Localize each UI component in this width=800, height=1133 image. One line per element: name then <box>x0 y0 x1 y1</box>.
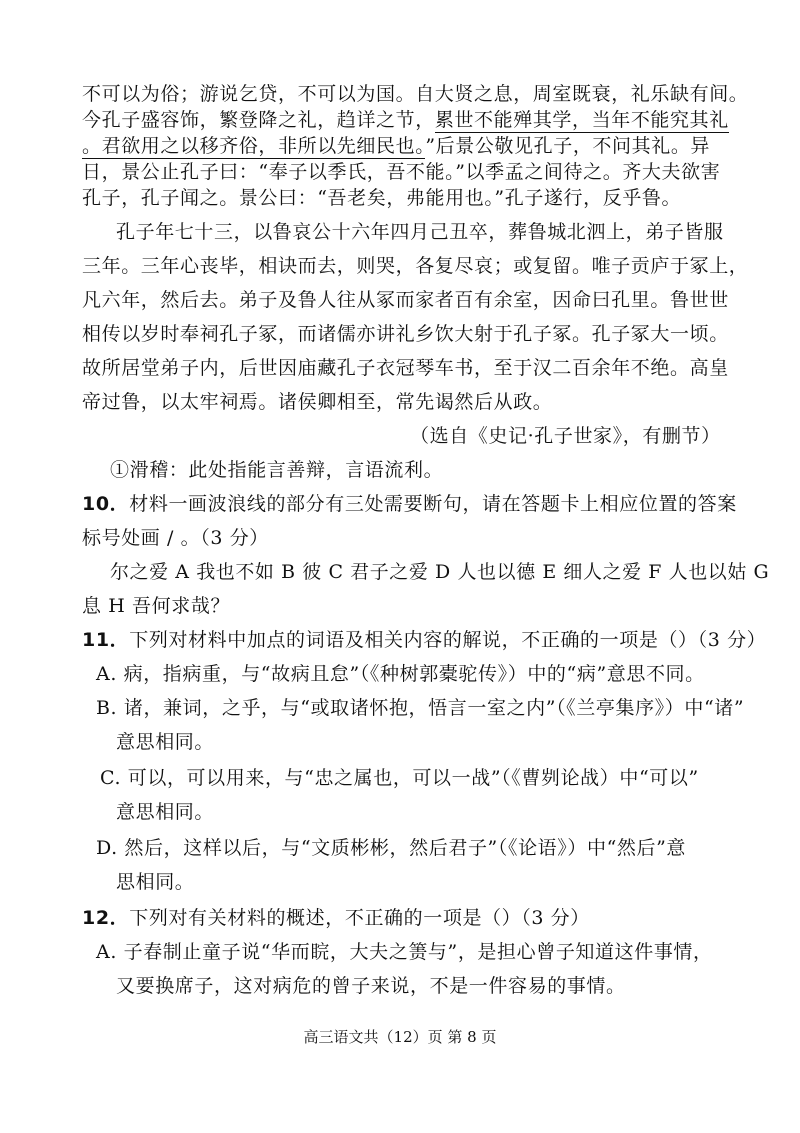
passage-line-5: 孔子，孔子闻之。景公曰：“吾老矣，弗能用也。”孔子遂行，反乎鲁。 <box>82 187 682 209</box>
passage-line-4: 日，景公止孔子曰：“奉子以季氏，吾不能。”以季孟之间待之。齐大夫欲害 <box>82 161 721 183</box>
wavy-underline-segment-1: 累世不能殚其学，当年不能究其礼 <box>434 109 729 131</box>
q12-line-1 <box>82 906 590 930</box>
page-footer: 高三语文共（12）页 第 8 页 <box>303 1028 497 1046</box>
q11-option-a: A. 病，指病重，与“故病且怠”（《种树郭橐驼传》）中的“病”意思不同。 <box>96 663 705 685</box>
q10-number: 10． <box>82 493 130 515</box>
passage-line-6: 孔子年七十三，以鲁哀公十六年四月己丑卒，葬鲁城北泗上，弟子皆服 <box>116 221 724 243</box>
q11-option-d-line-2: 思相同。 <box>116 871 195 893</box>
passage-line-10: 故所居堂弟子内，后世因庙藏孔子衣冠琴车书，至于汉二百余年不绝。高皇 <box>82 357 729 379</box>
q10-answer-line-2: 息 H 吾何求哉？ <box>82 595 231 617</box>
footnote: ①滑稽：此处指能言善辩，言语流利。 <box>110 459 444 481</box>
q10-line-2: 标号处画 / 。（3 分） <box>82 527 269 549</box>
wavy-underline-segment-2: 。君欲用之以移齐俗，非所以先细民也。 <box>82 135 426 157</box>
q10-answer-line-1: 尔之爱 A 我也不如 B 彼 C 君子之爱 D 人也以德 E 细人之爱 F 人也以姑 G <box>110 561 770 583</box>
q11-number: 11． <box>82 629 130 651</box>
passage-line-11: 帝过鲁，以太牢祠焉。诸侯卿相至，常先谒然后从政。 <box>82 391 553 413</box>
q12-option-a-line-2: 又要换席子，这对病危的曾子来说，不是一件容易的事情。 <box>116 975 626 997</box>
q10-line-1 <box>82 492 737 516</box>
q11-option-b-line-2: 意思相同。 <box>116 731 215 753</box>
q12-number: 12． <box>82 907 130 929</box>
q11-option-c-line-1: C. 可以，可以用来，与“忠之属也，可以一战”（《曹刿论战）中“可以” <box>100 767 699 789</box>
passage-line-7: 三年。三年心丧毕，相诀而去，则哭，各复尽哀；或复留。唯子贡庐于冢上， <box>82 255 749 277</box>
q11-option-d-line-1: D. 然后，这样以后，与“文质彬彬，然后君子”（《论语》）中“然后”意 <box>96 837 686 859</box>
q11-stem: 下列对材料中加点的词语及相关内容的解说，不正确的一项是（）（3 分） <box>129 629 767 651</box>
passage-line-2-text: 今孔子盛容饰，繁登降之礼，趋详之节， <box>82 109 435 131</box>
q12-stem: 下列对有关材料的概述，不正确的一项是（）（3 分） <box>129 907 590 929</box>
q11-option-b-line-1: B. 诸，兼词，之乎，与“或取诸怀抱，悟言一室之内”（《兰亭集序》）中“诸” <box>96 697 745 719</box>
passage-source: （选自《史记·孔子世家》，有删节） <box>410 425 721 447</box>
passage-line-2 <box>82 108 729 132</box>
q11-option-c-line-2: 意思相同。 <box>116 801 215 823</box>
passage-line-3 <box>82 134 710 158</box>
q10-stem: 材料一画波浪线的部分有三处需要断句，请在答题卡上相应位置的答案 <box>129 493 737 515</box>
passage-line-8: 凡六年，然后去。弟子及鲁人往从冢而家者百有余室，因命曰孔里。鲁世世 <box>82 289 729 311</box>
passage-line-1: 不可以为俗；游说乞贷，不可以为国。自大贤之息，周室既衰，礼乐缺有间。 <box>82 83 749 105</box>
q12-option-a-line-1: A. 子春制止童子说“华而睆，大夫之箦与”，是担心曾子知道这件事情， <box>96 941 713 963</box>
passage-line-9: 相传以岁时奉祠孔子冢，而诸儒亦讲礼乡饮大射于孔子冢。孔子冢大一顷。 <box>82 323 729 345</box>
q11-line-1 <box>82 628 766 652</box>
passage-line-3-text: ”后景公敬见孔子，不问其礼。异 <box>425 135 711 157</box>
